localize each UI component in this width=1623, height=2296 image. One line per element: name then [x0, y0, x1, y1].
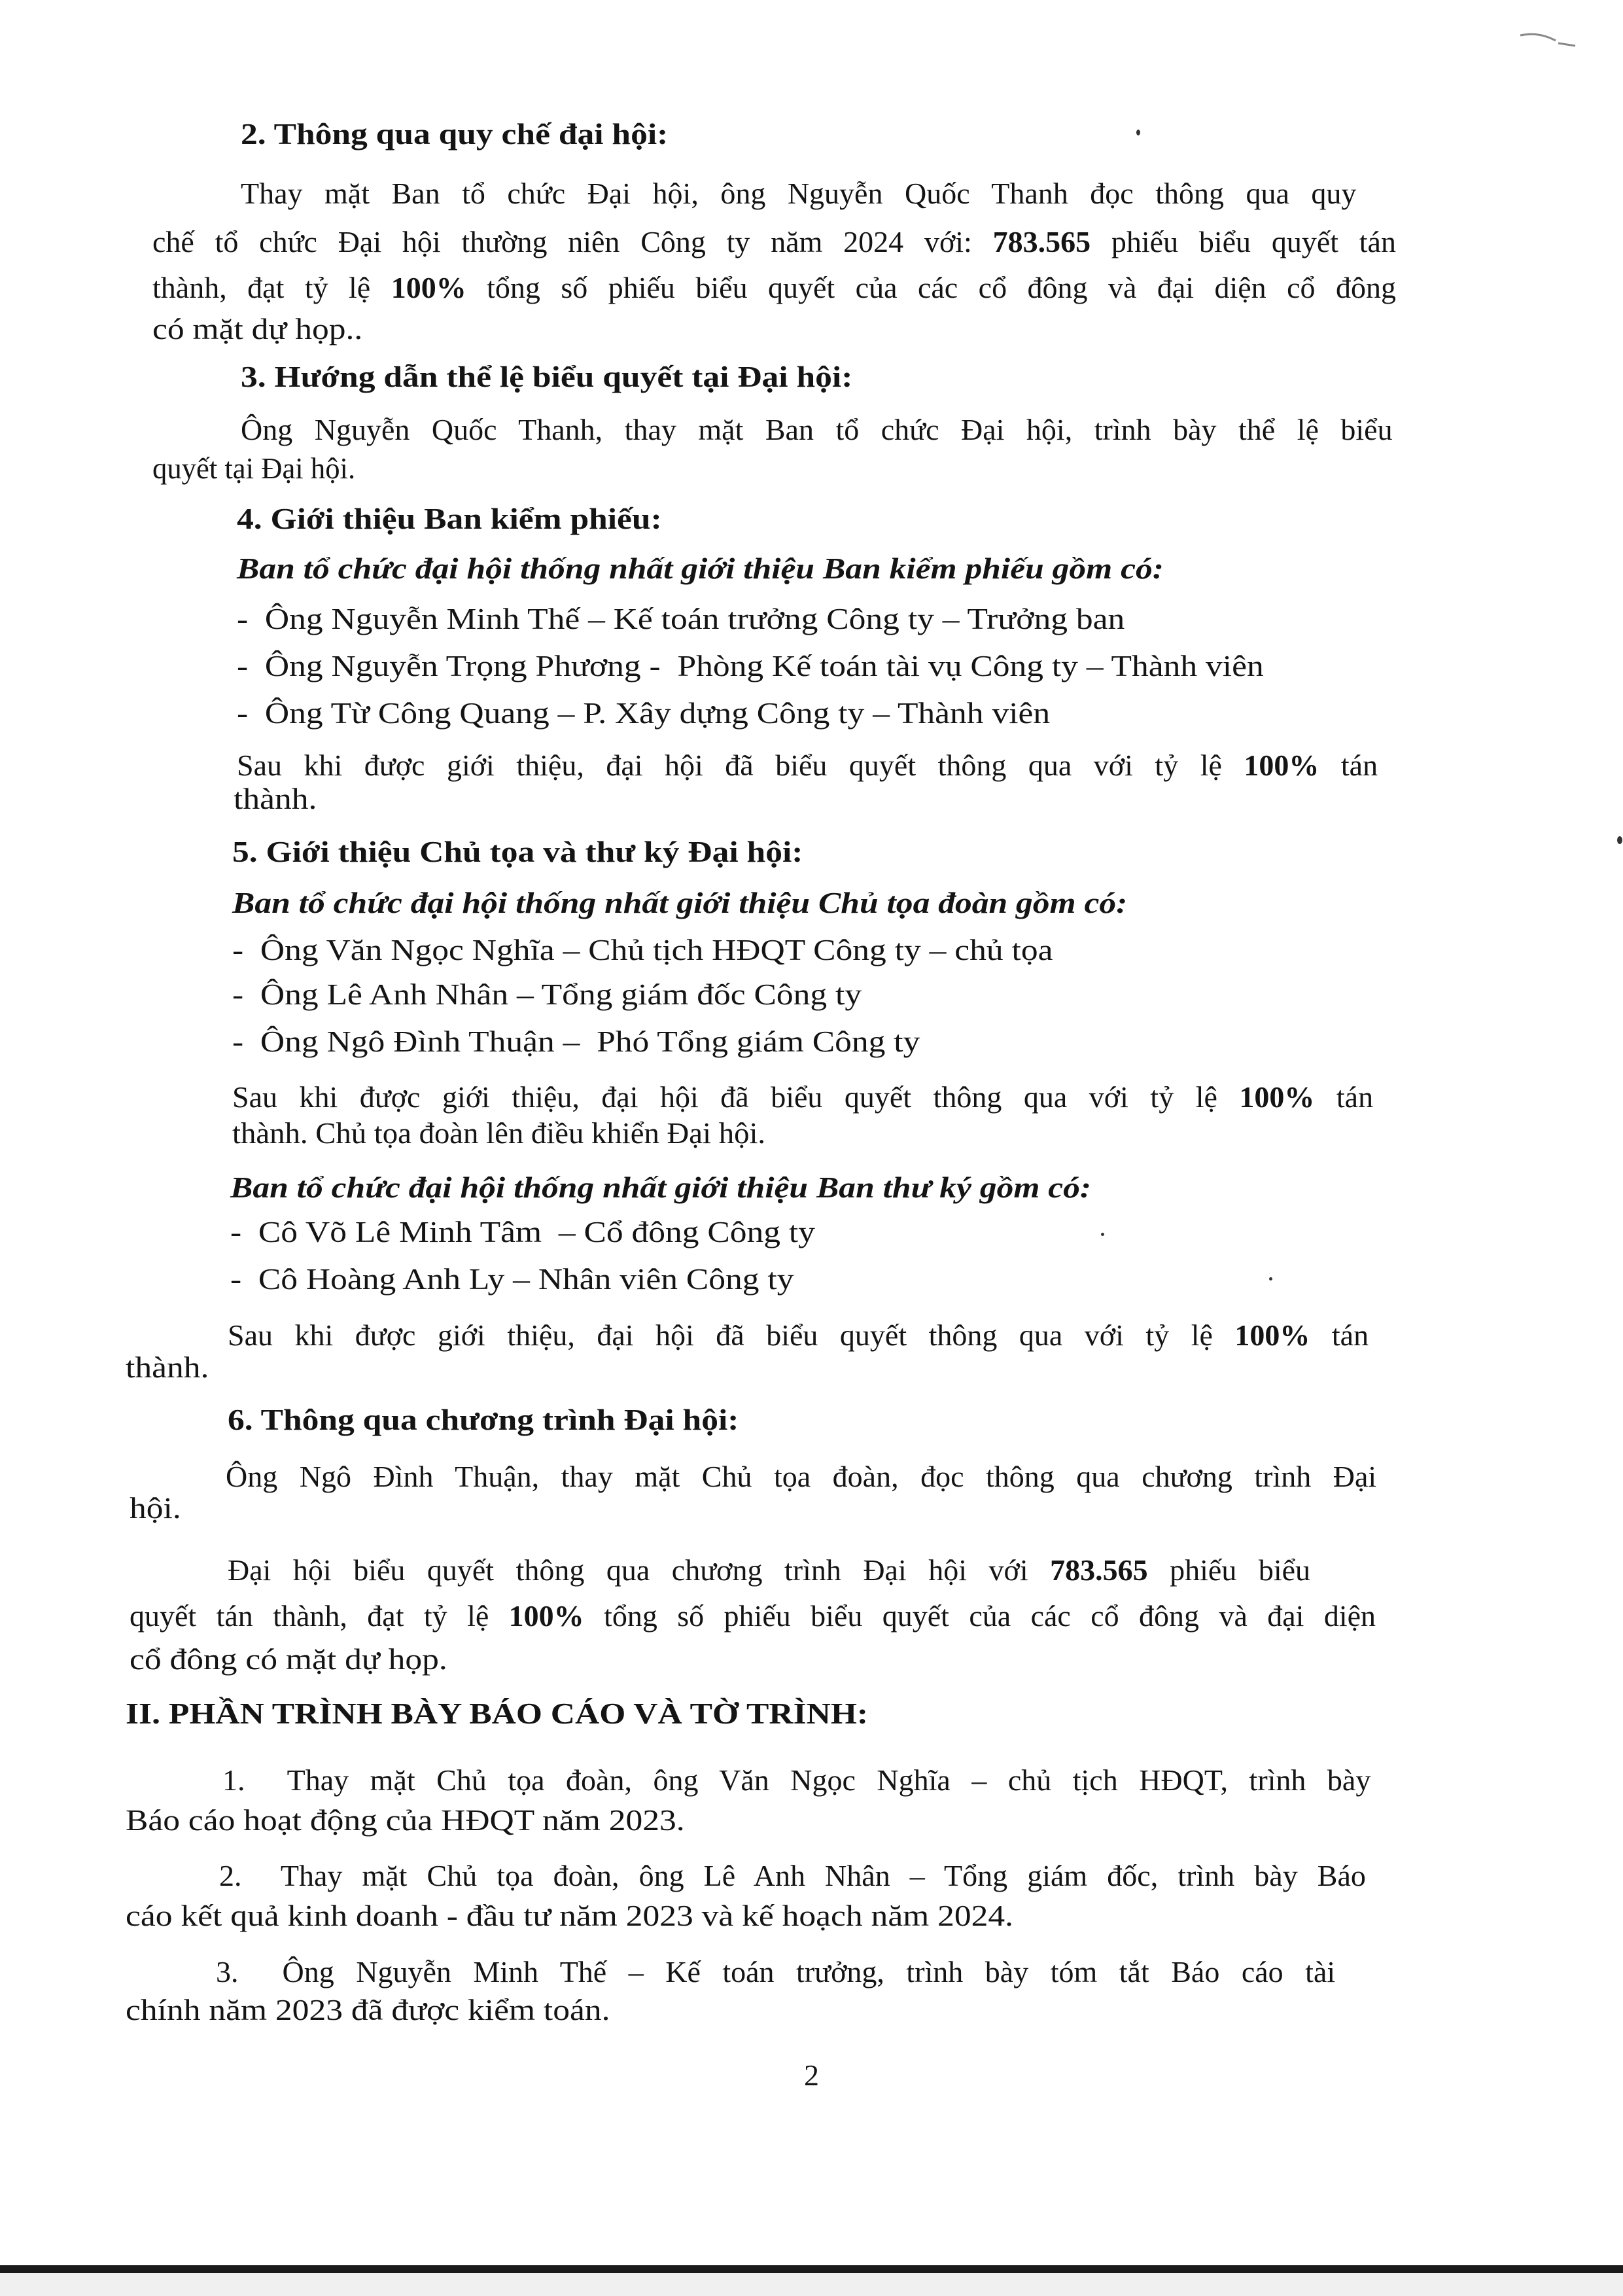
text-run: có mặt dự họp.. [152, 312, 363, 345]
text-run: phiếu biểu [1147, 1553, 1311, 1587]
text-run: quyết tại Đại hội. [152, 451, 356, 485]
text-run: - Ông Lê Anh Nhân – Tổng giám đốc Công ty [232, 978, 862, 1011]
text-run: Đại hội biểu quyết thông qua chương trình Đại hội với [228, 1553, 1051, 1587]
scan-dust-spot [1136, 130, 1140, 135]
text-run: Ban tổ chức đại hội thống nhất giới thiệu Ban thư ký gồm có: [230, 1171, 1092, 1204]
text-run: - Ông Từ Công Quang – P. Xây dựng Công ty – Thành viên [237, 696, 1051, 730]
text-line [230, 1260, 794, 1298]
text-run: Sau khi được giới thiệu, đại hội đã biểu quyết thông qua với tỷ lệ [228, 1318, 1235, 1352]
text-run: Ông Ngô Đình Thuận, thay mặt Chủ tọa đoàn, đọc thông qua chương trình Đại [226, 1460, 1377, 1493]
text-line [219, 1857, 1366, 1895]
text-run: 100% [508, 1599, 584, 1633]
text-line [232, 1114, 765, 1152]
text-run: Ban tổ chức đại hội thống nhất giới thiệu Ban kiểm phiếu gồm có: [237, 552, 1164, 585]
text-run: 100% [1239, 1080, 1315, 1114]
scan-dust-spot [1101, 1233, 1104, 1236]
scan-dust-spot [1269, 1277, 1272, 1280]
text-line [237, 647, 1264, 685]
text-line [241, 411, 1393, 449]
text-run: - Ông Ngô Đình Thuận – Phó Tổng giám Công ty [232, 1025, 920, 1058]
text-line [226, 1458, 1376, 1496]
text-run: cổ đông có mặt dự họp. [130, 1642, 447, 1676]
text-line [152, 450, 355, 487]
text-run: thành. Chủ tọa đoàn lên điều khiển Đại hội. [232, 1116, 766, 1150]
text-line [234, 780, 317, 818]
text-line [230, 1213, 815, 1251]
text-run: 100% [391, 271, 466, 304]
text-run: Sau khi được giới thiệu, đại hội đã biểu quyết thông qua với tỷ lệ [232, 1080, 1240, 1114]
text-line [222, 1761, 1370, 1799]
text-line [228, 1551, 1310, 1589]
page-number: 2 [804, 2058, 819, 2092]
text-run: phiếu biểu quyết tán [1091, 225, 1396, 258]
text-line [228, 1401, 739, 1439]
text-line [232, 833, 803, 871]
text-run: Ban tổ chức đại hội thống nhất giới thiệu Chủ tọa đoàn gồm có: [232, 886, 1128, 919]
text-run: chính năm 2023 đã được kiểm toán. [126, 1993, 610, 2026]
text-run: Ông Nguyễn Quốc Thanh, thay mặt Ban tổ chức Đại hội, trình bày thể lệ biểu [241, 413, 1393, 446]
text-line [232, 1023, 920, 1061]
text-run: 6. Thông qua chương trình Đại hội: [228, 1403, 739, 1436]
text-line [241, 175, 1356, 213]
text-run: chế tổ chức Đại hội thường niên Công ty năm 2024 với: [152, 225, 993, 258]
text-line [152, 310, 362, 348]
text-run: 1. Thay mặt Chủ tọa đoàn, ông Văn Ngọc Nghĩa – chủ tịch HĐQT, trình bày [222, 1763, 1371, 1797]
text-run: tổng số phiếu biểu quyết của các cổ đông và đại diện cổ đông [466, 271, 1396, 304]
text-line [228, 1316, 1369, 1354]
text-run: 4. Giới thiệu Ban kiểm phiếu: [237, 502, 662, 535]
text-run: tổng số phiếu biểu quyết của các cổ đông và đại diện [584, 1599, 1376, 1633]
text-line [241, 358, 852, 396]
text-run: Thông qua quy chế đại hội: [273, 117, 669, 150]
text-line [237, 694, 1050, 732]
text-line [237, 550, 1164, 588]
text-line [126, 1897, 1013, 1935]
text-run: Thay mặt Ban tổ chức Đại hội, ông Nguyễn Quốc Thanh đọc thông qua quy [241, 177, 1357, 210]
text-run: tán [1314, 1080, 1374, 1114]
text-line [232, 884, 1127, 922]
scan-corner-mark [1519, 26, 1578, 52]
text-line [232, 976, 862, 1014]
text-run: - Cô Võ Lê Minh Tâm – Cổ đông Công ty [230, 1215, 815, 1248]
text-run: Sau khi được giới thiệu, đại hội đã biểu quyết thông qua với tỷ lệ [237, 749, 1244, 782]
text-line [152, 269, 1396, 307]
scan-bottom-edge [0, 2265, 1623, 2273]
text-run: Báo cáo hoạt động của HĐQT năm 2023. [126, 1803, 685, 1837]
text-line [232, 1078, 1373, 1116]
text-line [126, 1991, 610, 2029]
text-run: 783.565 [1050, 1553, 1148, 1587]
text-line [152, 223, 1396, 261]
text-run: 783.565 [992, 225, 1091, 258]
text-line [237, 500, 662, 538]
text-line [241, 115, 668, 153]
text-run: tán [1319, 749, 1378, 782]
text-run: thành, đạt tỷ lệ [152, 271, 391, 304]
text-line [130, 1640, 447, 1678]
text-run: 3. Hướng dẫn thể lệ biểu quyết tại Đại hội: [241, 360, 853, 393]
text-run: 2. Thay mặt Chủ tọa đoàn, ông Lê Anh Nhân – Tổng giám đốc, trình bày Báo [219, 1859, 1366, 1892]
text-line [237, 600, 1125, 638]
text-line [130, 1489, 181, 1527]
scan-dust-spot [1617, 836, 1622, 844]
text-run: 3. Ông Nguyễn Minh Thế – Kế toán trưởng, trình bày tóm tắt Báo cáo tài [216, 1955, 1336, 1988]
text-run: 5. Giới thiệu Chủ tọa và thư ký Đại hội: [232, 835, 803, 868]
text-run: tán [1310, 1318, 1369, 1352]
text-line [126, 1801, 685, 1839]
text-line [130, 1597, 1376, 1635]
text-run: - Ông Văn Ngọc Nghĩa – Chủ tịch HĐQT Công ty – chủ tọa [232, 933, 1053, 966]
text-run: 100% [1244, 749, 1319, 782]
text-line [232, 931, 1053, 969]
text-run: hội. [130, 1491, 181, 1525]
text-line [126, 1695, 868, 1733]
text-run: thành. [234, 782, 317, 815]
text-run: quyết tán thành, đạt tỷ lệ [130, 1599, 509, 1633]
text-run: cáo kết quả kinh doanh - đầu tư năm 2023 và kế hoạch năm 2024. [126, 1899, 1014, 1932]
text-line [237, 747, 1378, 785]
text-line [126, 1349, 209, 1386]
text-line [230, 1169, 1091, 1207]
text-run: - Ông Nguyễn Trọng Phương - Phòng Kế toán tài vụ Công ty – Thành viên [237, 649, 1264, 682]
text-run: - Ông Nguyễn Minh Thế – Kế toán trưởng Công ty – Trưởng ban [237, 602, 1125, 635]
text-run: II. PHẦN TRÌNH BÀY BÁO CÁO VÀ TỜ TRÌNH: [126, 1697, 869, 1730]
text-run: - Cô Hoàng Anh Ly – Nhân viên Công ty [230, 1262, 794, 1296]
text-run: 2. [241, 117, 274, 150]
text-run: thành. [126, 1351, 209, 1384]
text-run: 100% [1234, 1318, 1310, 1352]
text-line [216, 1953, 1335, 1991]
scan-bottom-shadow [0, 2273, 1623, 2296]
